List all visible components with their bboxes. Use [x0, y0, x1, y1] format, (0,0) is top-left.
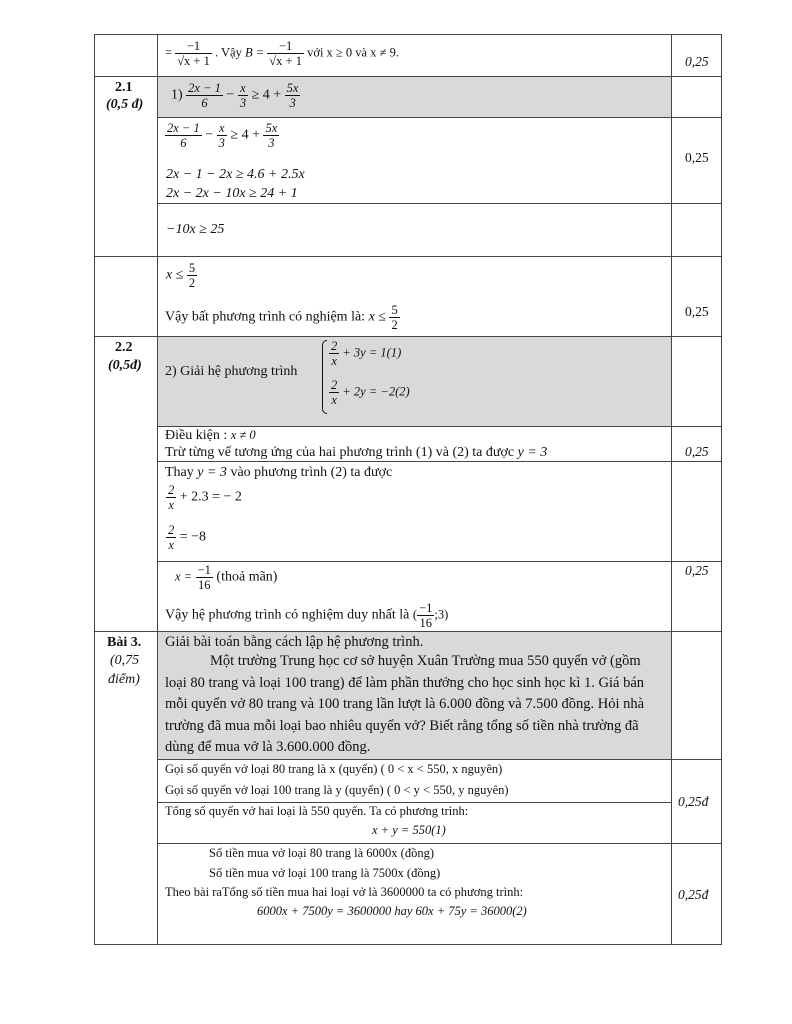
condition-2-2: Điều kiện : x ≠ 0	[165, 428, 256, 443]
substitute-step: Thay y = 3 vào phương trình (2) ta được	[165, 465, 393, 480]
section-label-bai-3: Bài 3.	[107, 635, 142, 650]
step-2-1-a2: 2x − 2x − 10x ≥ 24 + 1	[166, 186, 298, 201]
row-divider	[157, 759, 721, 760]
row-divider	[157, 117, 721, 118]
problem-text: Một trường Trung học cơ sở huyện Xuân Trường mua 550 quyển vở (gồm loại 80 trang và loại 100 trang) để làm phần thưởng cho học sinh học kì 1. Giá bán mỗi quyển vở 80 trang và 100 trang lần lượt là 6.000 đồng và 7.500 đồng. Hỏi nhà trường đã mua mỗi loại bao nhiêu quyển vở? Biết rằng tổng số tiền nhà trường đã dùng để mua vở là 3.600.000 đồng.	[165, 653, 645, 755]
column-divider-2	[671, 35, 672, 944]
step-2-1-a1: 2x − 1 − 2x ≥ 4.6 + 2.5x	[166, 167, 305, 182]
problem-title: Giải bài toán bằng cách lập hệ phương trình.	[165, 634, 424, 650]
system-brace	[322, 340, 327, 414]
score-2-2-b: 0,25	[685, 563, 709, 578]
column-divider-1	[157, 35, 158, 944]
score-2-2-a: 0,25	[685, 444, 709, 459]
cost-80: Số tiền mua vở loại 80 trang là 6000x (đồng)	[209, 846, 434, 860]
system-equation-1: $\frac{2}{x}$ + 3y = 1(1)	[331, 339, 402, 368]
row-divider	[157, 461, 721, 462]
step-2-1-a3: −10x ≥ 25	[166, 222, 225, 237]
row-divider	[157, 843, 721, 844]
score-2-1-b: 0,25	[685, 304, 709, 319]
score-bai-3-b: 0,25đ	[678, 887, 709, 902]
row0-content: = $\frac{-1}{√x + 1}$ . Vậy B = $\frac{-1}{√x + 1}$ với x ≥ 0 và x ≠ 9.	[165, 39, 399, 68]
section-points-bai-3-line2: điểm)	[108, 672, 140, 687]
section-points-2-2: (0,5đ)	[108, 358, 142, 373]
step-2-1-restate: $\frac{2x - 1}{6}$ − $\frac{x}{3}$ ≥ 4 + $\frac{5x}{3}$	[167, 121, 278, 150]
system-equation-2: $\frac{2}{x}$ + 2y = −2(2)	[331, 378, 410, 407]
total-books: Tổng số quyển vở hai loại là 550 quyển. Ta có phương trình:	[165, 804, 469, 818]
x-solution: x = $\frac{-1}{16}$ (thoả mãn)	[175, 563, 278, 592]
equation-1: x + y = 550(1)	[372, 823, 446, 837]
substitute-eq-2: $\frac{2}{x}$ = −8	[168, 523, 207, 552]
let-y: Gọi số quyển vở loại 100 trang là y (quyển) ( 0 < y < 550, y nguyên)	[165, 783, 509, 797]
let-x: Gọi số quyển vở loại 80 trang là x (quyển) ( 0 < x < 550, x nguyên)	[165, 762, 503, 776]
row-divider	[157, 203, 721, 204]
row-divider	[95, 76, 721, 77]
question-2-2: 2) Giải hệ phương trình	[165, 364, 298, 379]
total-cost: Theo bài raTổng số tiền mua hai loại vở là 3600000 ta có phương trình:	[165, 885, 524, 899]
substitute-eq-1: $\frac{2}{x}$ + 2.3 = − 2	[168, 483, 242, 512]
conclusion-2-1: Vậy bất phương trình có nghiệm là: x ≤ $\frac{5}{2}$	[165, 303, 398, 332]
score-bai-3-a: 0,25đ	[678, 794, 709, 809]
section-label-2-1: 2.1	[115, 80, 133, 95]
section-label-2-2: 2.2	[115, 340, 133, 355]
row-divider	[95, 336, 721, 337]
row-divider	[95, 256, 721, 257]
cost-100: Số tiền mua vở loại 100 trang là 7500x (đồng)	[209, 866, 441, 880]
question-cell-2-2	[158, 337, 671, 426]
score-r0: 0,25	[685, 54, 709, 69]
section-points-bai-3-line1: (0,75	[110, 653, 140, 668]
step-2-1-a4: x ≤ $\frac{5}{2}$	[166, 261, 196, 290]
conclusion-2-2: Vậy hệ phương trình có nghiệm duy nhất là ( $\frac{-1}{16}$ ;3)	[165, 601, 449, 630]
score-2-1-a: 0,25	[685, 150, 709, 165]
subtract-step: Trừ từng vế tương ứng của hai phương trình (1) và (2) ta được y = 3	[165, 445, 548, 460]
question-2-1: 1) $\frac{2x - 1}{6}$ − $\frac{x}{3}$ ≥ 4 + $\frac{5x}{3}$	[171, 81, 299, 110]
row-divider	[157, 561, 721, 562]
row-divider	[95, 631, 721, 632]
equation-2: 6000x + 7500y = 3600000 hay 60x + 75y = 36000(2)	[257, 904, 527, 918]
section-points-2-1: (0,5 đ)	[106, 97, 144, 112]
answer-table	[94, 34, 722, 945]
